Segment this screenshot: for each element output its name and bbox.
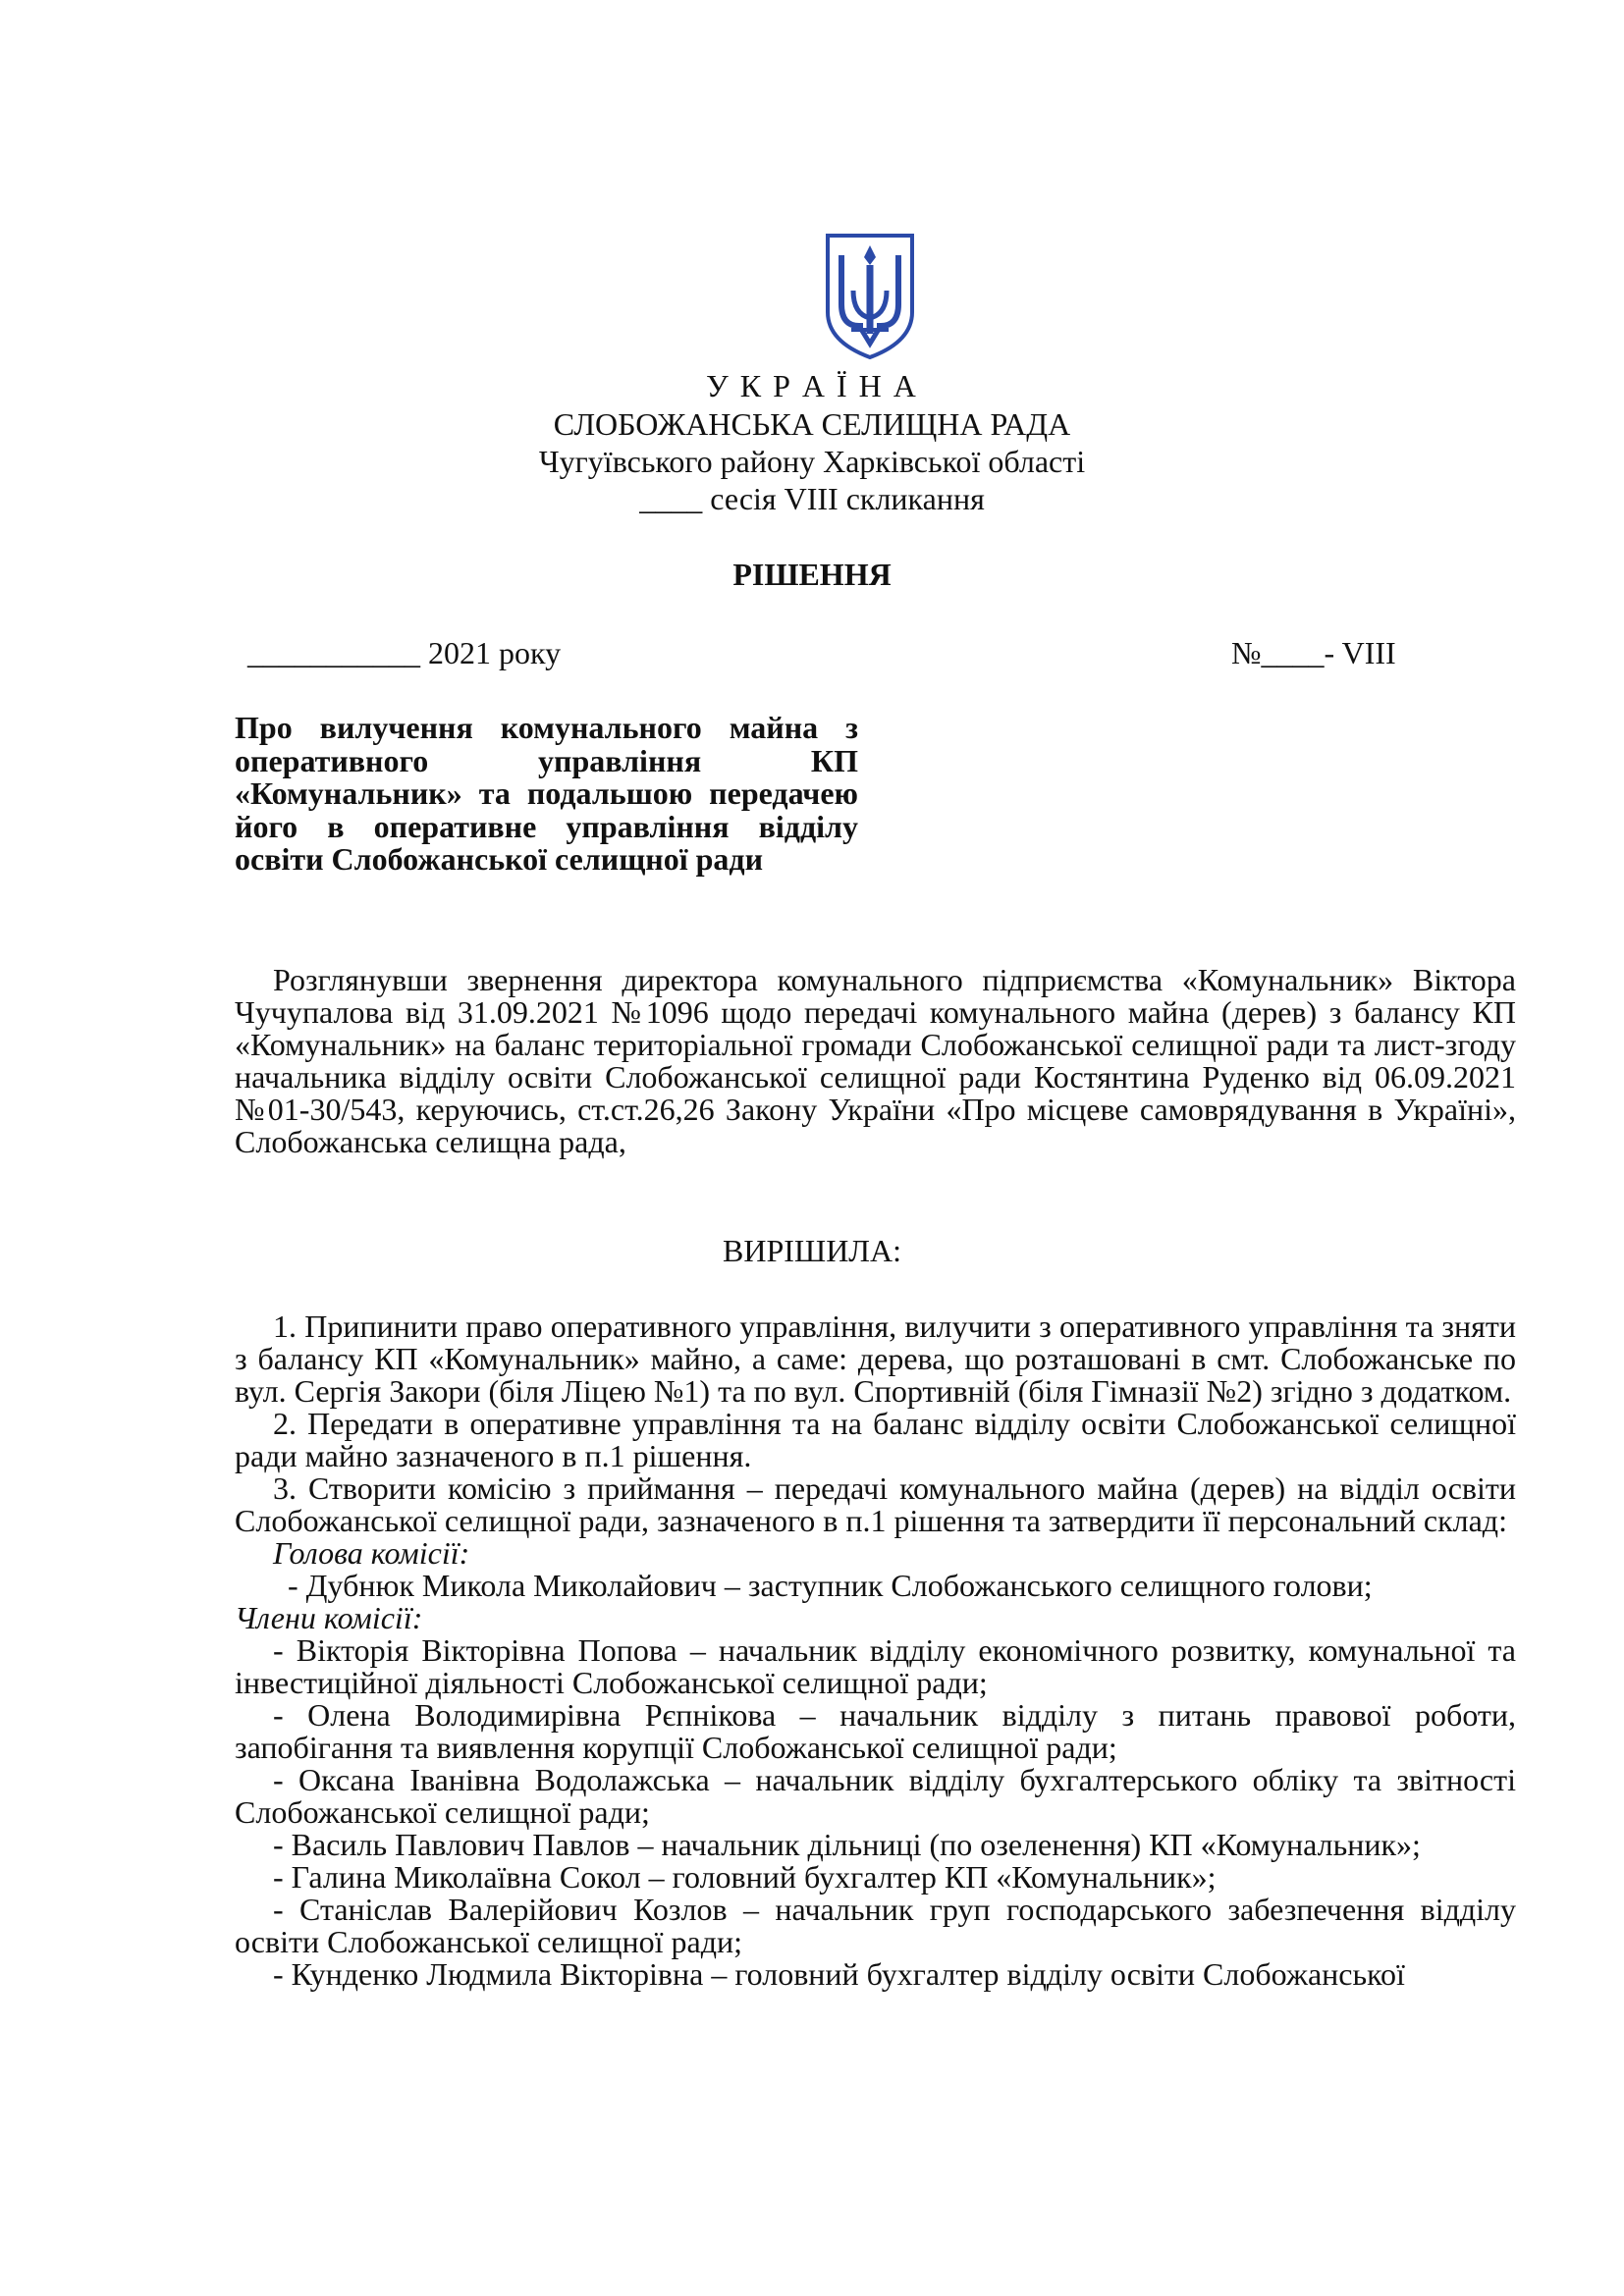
coat-of-arms-trident-icon: [824, 232, 916, 361]
decision-items: [235, 1310, 1516, 1991]
preamble-text: Розглянувши звернення директора комунального підприємства «Комунальник» Віктора Чучупалова від 31.09.2021 №1096 щодо передачі комунального майна (дерев) з балансу КП «Комунальник» на баланс територіальної громади Слобожанської селищної ради та лист-згоду начальника відділу освіти Слобожанської селищної ради Костянтина Руденко від 06.09.2021 №01-30/543, керуючись, ст.ст.26,26 Закону України «Про місцеве самоврядування в Україні», Слобожанська селищна рада,: [235, 962, 1516, 1159]
subject-text: Про вилучення комунального майна з оперативного управління КП «Комунальник» та подальшою передачею його в оперативне управління відділу освіти Слобожанської селищної ради: [235, 710, 858, 877]
commission-member: - Галина Миколаївна Сокол – головний бухгалтер КП «Комунальник»;: [273, 1859, 1217, 1895]
council-title: СЛОБОЖАНСЬКА СЕЛИЩНА РАДА: [553, 406, 1071, 442]
document-type-heading: РІШЕННЯ: [732, 557, 892, 592]
commission-member: - Станіслав Валерійович Козлов – начальник груп господарського забезпечення відділу освіти Слобожанської селищної ради;: [235, 1892, 1516, 1959]
item-1: 1. Припинити право оперативного управління, вилучити з оперативного управління та зняти з балансу КП «Комунальник» майно, а саме: дерева, що розташовані в смт. Слобожанське по вул. Сергія Закори (біля Ліцею №1) та по вул. Спортивній (біля Гімназії №2) згідно з додатком.: [235, 1308, 1516, 1409]
commission-member: - Оксана Іванівна Водолажська – начальник відділу бухгалтерського обліку та звітності Слобожанської селищної ради;: [235, 1762, 1516, 1830]
item-2: 2. Передати в оперативне управління та на баланс відділу освіти Слобожанської селищної ради майно зазначеного в п.1 рішення.: [235, 1406, 1516, 1473]
commission-member: - Вікторія Вікторівна Попова – начальник відділу економічного розвитку, комунальної та інвестиційної діяльності Слобожанської селищної ради;: [235, 1632, 1516, 1700]
commission-member: - Кунденко Людмила Вікторівна – головний бухгалтер відділу освіти Слобожанської: [273, 1956, 1405, 1992]
decided-heading: ВИРІШИЛА:: [723, 1233, 901, 1268]
item-3: 3. Створити комісію з приймання – передачі комунального майна (дерев) на відділ освіти Слобожанської селищної ради, зазначеного в п.1 рішення та затвердити її персональний склад:: [235, 1470, 1516, 1538]
decision-subject: [235, 712, 858, 877]
decision-date: ___________ 2021 року: [247, 635, 562, 670]
session-line: ____ сесія VIII скликання: [639, 481, 985, 516]
commission-head: - Дубнюк Микола Миколайович – заступник Слобожанського селищного голови;: [288, 1568, 1373, 1603]
commission-members-label: Члени комісії:: [235, 1600, 423, 1635]
decision-number: №____- VIII: [1231, 635, 1396, 670]
commission-member: - Олена Володимирівна Рєпнікова – начальник відділу з питань правової роботи, запобігання та виявлення корупції Слобожанської селищної ради;: [235, 1697, 1516, 1765]
country-title: У К Р А Ї Н А: [706, 368, 918, 403]
commission-head-label: Голова комісії:: [273, 1535, 470, 1571]
preamble: [235, 964, 1516, 1158]
district-subtitle: Чугуївського району Харківської області: [538, 444, 1086, 479]
commission-member: - Василь Павлович Павлов – начальник дільниці (по озеленення) КП «Комунальник»;: [273, 1827, 1421, 1862]
